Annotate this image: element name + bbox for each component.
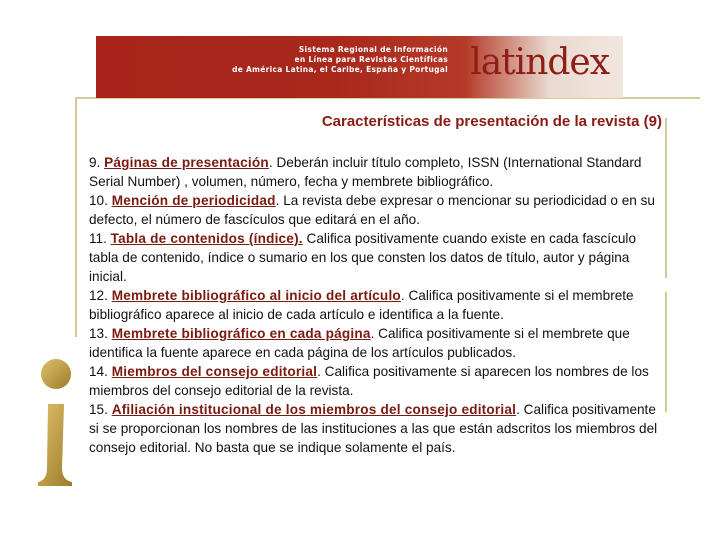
- item-text: . Califica positivamente si el membrete que identifica la fuente aparece en cada página de los artículos publicados.: [89, 326, 630, 360]
- item-term-link[interactable]: Mención de periodicidad: [111, 193, 276, 208]
- list-item: [89, 286, 665, 324]
- item-number: 10.: [89, 193, 108, 208]
- list-item: [89, 362, 665, 400]
- item-text: . La revista debe expresar o mencionar su periodicidad o en su defecto, el número de fascículos que editará en el año.: [89, 193, 655, 227]
- item-term-link[interactable]: Membrete bibliográfico al inicio del artículo: [111, 288, 401, 303]
- item-term-link[interactable]: Afiliación institucional de los miembros del consejo editorial: [111, 402, 517, 417]
- page-title: Características de presentación de la revista (9): [321, 113, 662, 130]
- item-term-link[interactable]: Miembros del consejo editorial: [111, 364, 318, 379]
- item-term-link[interactable]: Tabla de contenidos (índice).: [110, 231, 303, 246]
- item-term-link[interactable]: Páginas de presentación: [104, 155, 269, 170]
- item-text: . Califica positivamente si aparecen los nombres de los miembros del consejo editorial de la revista.: [89, 364, 649, 398]
- item-text: . Califica positivamente si se proporcionan los nombres de las instituciones a las que están adscritos los miembros del consejo editorial. No basta que se indique solamente el país.: [89, 402, 658, 455]
- item-number: 14.: [89, 364, 108, 379]
- item-number: 12.: [89, 288, 108, 303]
- item-number: 11.: [89, 231, 107, 246]
- banner-line-3: de América Latina, el Caribe, España y Portugal: [232, 65, 448, 74]
- list-item: [89, 153, 665, 191]
- item-number: 9.: [89, 155, 101, 170]
- item-text: . Deberán incluir título completo, ISSN (International Standard Serial Number) , volumen, número, fecha y membrete bibliográfico.: [89, 155, 642, 189]
- item-number: 13.: [89, 326, 108, 341]
- item-number: 15.: [89, 402, 108, 417]
- list-item: [89, 400, 665, 457]
- item-text: Califica positivamente cuando existe en cada fascículo tabla de contenido, índice o sumario en los que consten los datos de título, autor y página inicial.: [89, 231, 637, 284]
- criteria-list: [89, 153, 665, 457]
- list-item: [89, 191, 665, 229]
- item-term-link[interactable]: Membrete bibliográfico en cada página: [111, 326, 371, 341]
- list-item: [89, 324, 665, 362]
- decorative-i-icon: [34, 358, 76, 488]
- list-item: [89, 229, 665, 286]
- banner-line-2: en Línea para Revistas Científicas: [294, 55, 448, 64]
- item-text: . Califica positivamente si el membrete bibliográfico aparece al inicio de cada artículo e identifica a la fuente.: [89, 288, 634, 322]
- frame-left-line: [75, 97, 77, 337]
- latindex-logo: latindex: [470, 42, 609, 83]
- banner-line-1: Sistema Regional de Información: [298, 45, 448, 54]
- frame-right-line: [665, 118, 667, 278]
- header-banner: [96, 36, 623, 98]
- frame-right-line-lower: [665, 292, 667, 412]
- banner-tagline: [232, 45, 448, 75]
